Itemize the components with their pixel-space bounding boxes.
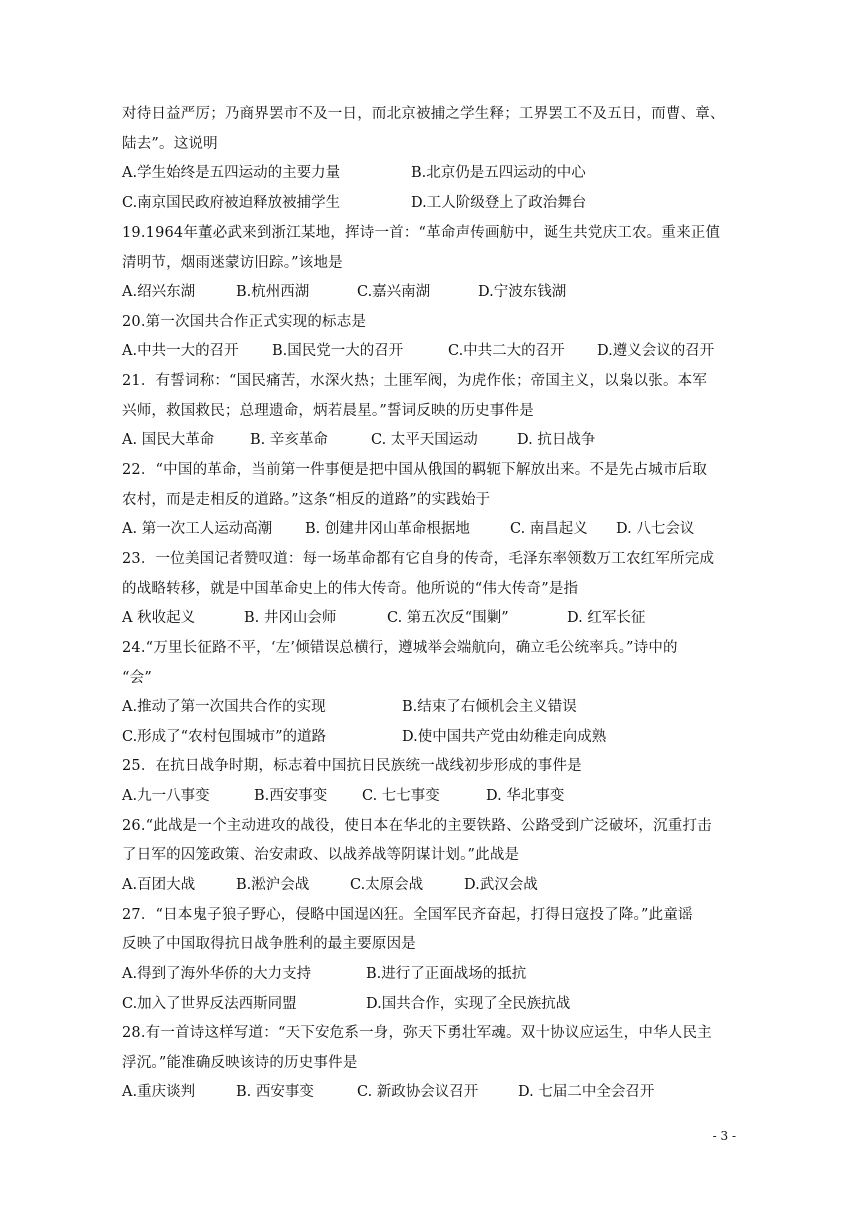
q22-option-d: D. 八七会议 xyxy=(616,521,695,537)
q18-option-c: C.南京国民政府被迫释放被捕学生 xyxy=(122,195,341,211)
q27-options-row-2 xyxy=(122,994,742,1014)
q21-option-c: C. 太平天国运动 xyxy=(371,432,478,448)
q28-options-row xyxy=(122,1082,742,1102)
q21-option-a: A. 国民大革命 xyxy=(122,432,215,448)
q20-stem-line-1: 20.第一次国共合作正式实现的标志是 xyxy=(122,314,367,330)
q19-stem-line-1: 19.1964年董必武来到浙江某地，挥诗一首：“革命声传画舫中，诞生共党庆工农。重来正值 xyxy=(122,225,721,241)
q23-option-d: D. 红军长征 xyxy=(567,610,646,626)
q26-option-c: C.太原会战 xyxy=(350,877,424,893)
q22-stem-line-1: 22．“中国的革命，当前第一件事便是把中国从俄国的羁轭下解放出来。不是先占城市后取 xyxy=(122,462,708,478)
q27-option-c: C.加入了世界反法西斯同盟 xyxy=(122,996,297,1012)
q28-option-a: A.重庆谈判 xyxy=(122,1084,196,1100)
q22-options-row xyxy=(122,519,742,539)
q27-option-b: B.进行了正面战场的抵抗 xyxy=(366,966,527,982)
q27-option-a: A.得到了海外华侨的大力支持 xyxy=(122,966,312,982)
q21-options-row xyxy=(122,430,742,450)
q18-option-b: B.北京仍是五四运动的中心 xyxy=(411,165,586,181)
q26-option-a: A.百团大战 xyxy=(122,877,196,893)
q18-options-row-2 xyxy=(122,193,742,213)
q20-option-d: D.遵义会议的召开 xyxy=(597,343,715,359)
q22-option-a: A. 第一次工人运动高潮 xyxy=(122,521,273,537)
q18-options-row-1 xyxy=(122,163,742,183)
q28-stem-line-1: 28.有一首诗这样写道：“天下安危系一身，弥天下勇壮军魂。双十协议应运生，中华人民主 xyxy=(122,1025,712,1041)
q21-option-b: B. 辛亥革命 xyxy=(250,432,328,448)
q19-option-a: A.绍兴东湖 xyxy=(122,284,196,300)
q18-stem-line-1: 对待日益严厉；乃商界罢市不及一日，而北京被捕之学生释；工界罢工不及五日，而曹、章、 xyxy=(122,106,725,122)
q24-option-d: D.使中国共产党由幼稚走向成熟 xyxy=(402,729,607,745)
q28-option-d: D. 七届二中全会召开 xyxy=(518,1084,655,1100)
q26-stem-line-1: 26.“此战是一个主动进攻的战役，使日本在华北的主要铁路、公路受到广泛破坏，沉重打击 xyxy=(122,818,712,834)
q25-stem-line-1: 25．在抗日战争时期，标志着中国抗日民族统一战线初步形成的事件是 xyxy=(122,758,582,774)
q28-option-b: B. 西安事变 xyxy=(236,1084,314,1100)
q27-options-row-1 xyxy=(122,964,742,984)
q23-option-a: A 秋收起义 xyxy=(122,610,196,626)
q24-stem-line-1: 24.“万里长征路不平，‘左’倾错误总横行，遵城举会端航向，确立毛公统率兵。”诗中的 xyxy=(122,640,678,656)
q27-stem-line-2: 反映了中国取得抗日战争胜利的最主要原因是 xyxy=(122,936,416,952)
q25-option-c: C. 七七事变 xyxy=(362,788,440,804)
q22-option-b: B. 创建井冈山革命根据地 xyxy=(305,521,470,537)
q19-stem-line-2: 清明节，烟雨迷蒙访旧踪。”该地是 xyxy=(122,255,343,271)
q19-option-c: C.嘉兴南湖 xyxy=(357,284,431,300)
q25-options-row xyxy=(122,786,742,806)
q21-stem-line-1: 21．有誓词称：“国民痛苦，水深火热；土匪军阀，为虎作伥；帝国主义，以枭以张。本军 xyxy=(122,373,708,389)
q25-option-b: B.西安事变 xyxy=(254,788,328,804)
q26-options-row xyxy=(122,875,742,895)
q28-stem-line-2: 浮沉。”能准确反映该诗的历史事件是 xyxy=(122,1055,358,1071)
q24-options-row-2 xyxy=(122,727,742,747)
q24-stem-line-2: “会” xyxy=(122,670,152,686)
q26-option-b: B.淞沪会战 xyxy=(236,877,310,893)
q19-option-d: D.宁波东钱湖 xyxy=(478,284,567,300)
q21-option-d: D. 抗日战争 xyxy=(517,432,596,448)
q20-option-b: B.国民党一大的召开 xyxy=(272,343,404,359)
q26-option-d: D.武汉会战 xyxy=(464,877,538,893)
q20-option-c: C.中共二大的召开 xyxy=(448,343,565,359)
q26-stem-line-2: 了日军的囚笼政策、治安肃政、以战养战等阴谋计划。”此战是 xyxy=(122,847,520,863)
q23-option-c: C. 第五次反“围剿” xyxy=(387,610,509,626)
q25-option-d: D. 华北事变 xyxy=(486,788,565,804)
q20-options-row xyxy=(122,341,742,361)
q23-stem-line-1: 23．一位美国记者赞叹道：每一场革命都有它自身的传奇，毛泽东率领数万工农红军所完成 xyxy=(122,551,715,567)
q24-options-row-1 xyxy=(122,697,742,717)
q27-stem-line-1: 27．“日本鬼子狼子野心，侵略中国逞凶狂。全国军民齐奋起，打得日寇投了降。”此童谣 xyxy=(122,907,693,923)
q23-stem-line-2: 的战略转移，就是中国革命史上的伟大传奇。他所说的“伟大传奇”是指 xyxy=(122,581,579,597)
q23-options-row xyxy=(122,608,742,628)
q24-option-a: A.推动了第一次国共合作的实现 xyxy=(122,699,326,715)
q23-option-b: B. 井冈山会师 xyxy=(244,610,337,626)
q22-option-c: C. 南昌起义 xyxy=(510,521,588,537)
q28-option-c: C. 新政协会议召开 xyxy=(357,1084,479,1100)
q22-stem-line-2: 农村，而是走相反的道路。”这条“相反的道路”的实践始于 xyxy=(122,492,491,508)
q27-option-d: D.国共合作，实现了全民族抗战 xyxy=(366,996,571,1012)
q24-option-c: C.形成了“农村包围城市”的道路 xyxy=(122,729,327,745)
q19-option-b: B.杭州西湖 xyxy=(236,284,310,300)
q24-option-b: B.结束了右倾机会主义错误 xyxy=(402,699,577,715)
q25-option-a: A.九一八事变 xyxy=(122,788,210,804)
q18-stem-line-2: 陆去”。这说明 xyxy=(122,136,218,152)
q18-option-d: D.工人阶级登上了政治舞台 xyxy=(411,195,587,211)
q19-options-row xyxy=(122,282,742,302)
page-number: - 3 - xyxy=(712,1129,736,1143)
q20-option-a: A.中共一大的召开 xyxy=(122,343,239,359)
q18-option-a: A.学生始终是五四运动的主要力量 xyxy=(122,165,341,181)
q21-stem-line-2: 兴师，救国救民；总理遗命，炳若晨星。”誓词反映的历史事件是 xyxy=(122,403,534,419)
